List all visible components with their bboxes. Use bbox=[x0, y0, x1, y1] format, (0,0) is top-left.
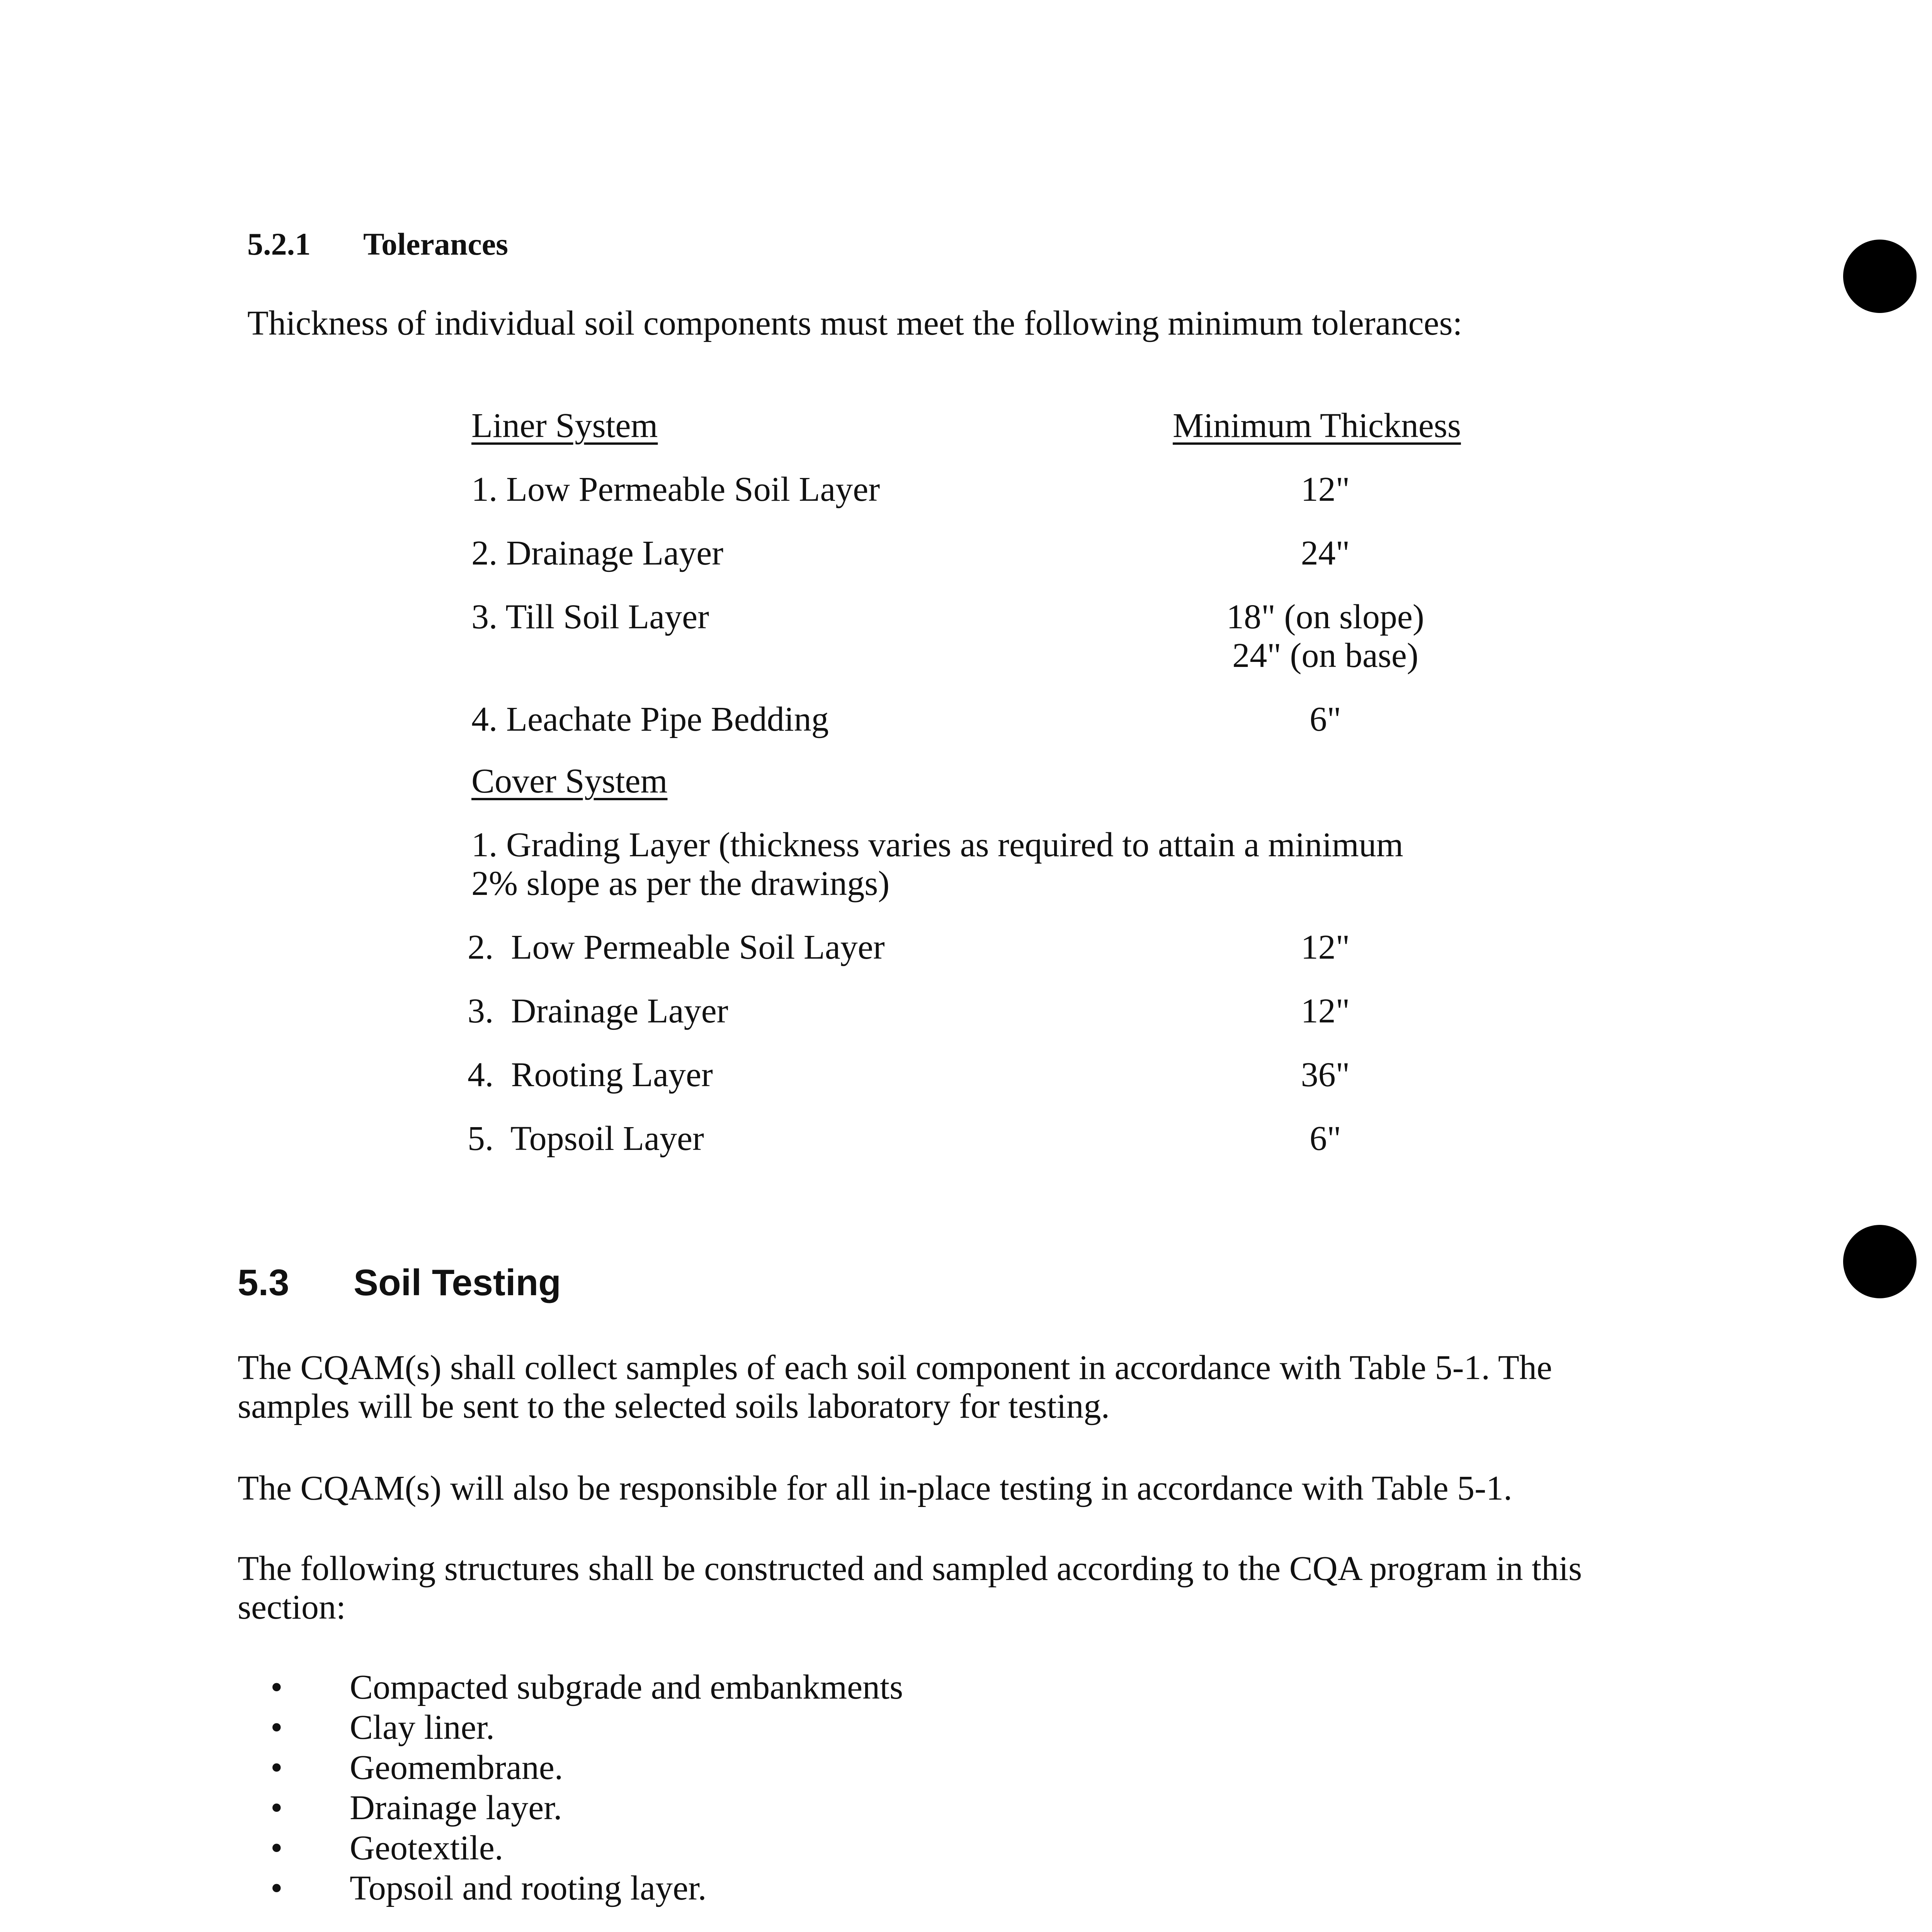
section-521-heading bbox=[247, 226, 509, 262]
liner-row-label: 3. Till Soil Layer bbox=[471, 598, 709, 636]
grading-layer-line2: 2% slope as per the drawings) bbox=[471, 864, 890, 903]
liner-row-value: 24" bbox=[1301, 534, 1350, 572]
section-53-number: 5.3 bbox=[238, 1262, 289, 1303]
cover-row-label: 2. Low Permeable Soil Layer bbox=[468, 928, 885, 966]
list-item: • Drainage layer. bbox=[270, 1788, 903, 1828]
list-item: • Compacted subgrade and embankments bbox=[270, 1667, 903, 1708]
grading-layer-line1: 1. Grading Layer (thickness varies as required to attain a minimum bbox=[471, 826, 1403, 864]
liner-row-label: 4. Leachate Pipe Bedding bbox=[471, 700, 829, 738]
paragraph-samples bbox=[238, 1349, 1552, 1426]
section-521-title: Tolerances bbox=[363, 226, 509, 262]
paragraph-structures bbox=[238, 1549, 1582, 1627]
intro-paragraph: Thickness of individual soil components must meet the following minimum tolerances: bbox=[247, 304, 1463, 342]
section-53-title: Soil Testing bbox=[354, 1262, 561, 1303]
paragraph-samples-line1: The CQAM(s) shall collect samples of each soil component in accordance with Table 5-1. The bbox=[238, 1349, 1552, 1387]
punch-hole-top bbox=[1843, 240, 1917, 313]
punch-hole-middle bbox=[1843, 1225, 1917, 1298]
liner-row-value: 18" (on slope) bbox=[1226, 598, 1424, 636]
cover-row-label: 4. Rooting Layer bbox=[468, 1056, 713, 1094]
liner-row-value: 12" bbox=[1301, 470, 1350, 509]
paragraph-structures-line1: The following structures shall be constructed and sampled according to the CQA program in this bbox=[238, 1549, 1582, 1588]
liner-row-value-secondary: 24" (on base) bbox=[1232, 636, 1418, 675]
list-item: • Geotextile. bbox=[270, 1828, 903, 1868]
liner-header-right: Minimum Thickness bbox=[1173, 406, 1461, 445]
list-item: • Topsoil and rooting layer. bbox=[270, 1868, 903, 1908]
bullet-icon: • bbox=[270, 1668, 283, 1706]
cover-row-value: 36" bbox=[1301, 1056, 1350, 1094]
cover-row-value: 12" bbox=[1301, 992, 1350, 1030]
list-item: • Clay liner. bbox=[270, 1708, 903, 1748]
liner-row-label: 1. Low Permeable Soil Layer bbox=[471, 470, 880, 509]
bullet-icon: • bbox=[270, 1708, 283, 1747]
list-item: • Geomembrane. bbox=[270, 1748, 903, 1788]
section-521-number: 5.2.1 bbox=[247, 226, 311, 262]
cover-row-value: 6" bbox=[1310, 1119, 1341, 1158]
section-53-heading bbox=[238, 1262, 561, 1304]
paragraph-structures-line2: section: bbox=[238, 1588, 346, 1626]
bullet-icon: • bbox=[270, 1829, 283, 1867]
paragraph-samples-line2: samples will be sent to the selected soils laboratory for testing. bbox=[238, 1387, 1110, 1425]
structures-list bbox=[270, 1667, 903, 1908]
cover-row-value: 12" bbox=[1301, 928, 1350, 966]
bullet-icon: • bbox=[270, 1789, 283, 1827]
liner-header-left: Liner System bbox=[471, 406, 658, 445]
bullet-icon: • bbox=[270, 1748, 283, 1787]
cover-row-label: 5. Topsoil Layer bbox=[468, 1119, 704, 1158]
liner-row-value: 6" bbox=[1310, 700, 1341, 738]
liner-row-label: 2. Drainage Layer bbox=[471, 534, 724, 572]
cover-header: Cover System bbox=[471, 762, 668, 800]
cover-row-label: 3. Drainage Layer bbox=[468, 992, 728, 1030]
paragraph-in-place-testing: The CQAM(s) will also be responsible for all in-place testing in accordance with Table 5-1. bbox=[238, 1469, 1512, 1507]
bullet-icon: • bbox=[270, 1869, 283, 1907]
